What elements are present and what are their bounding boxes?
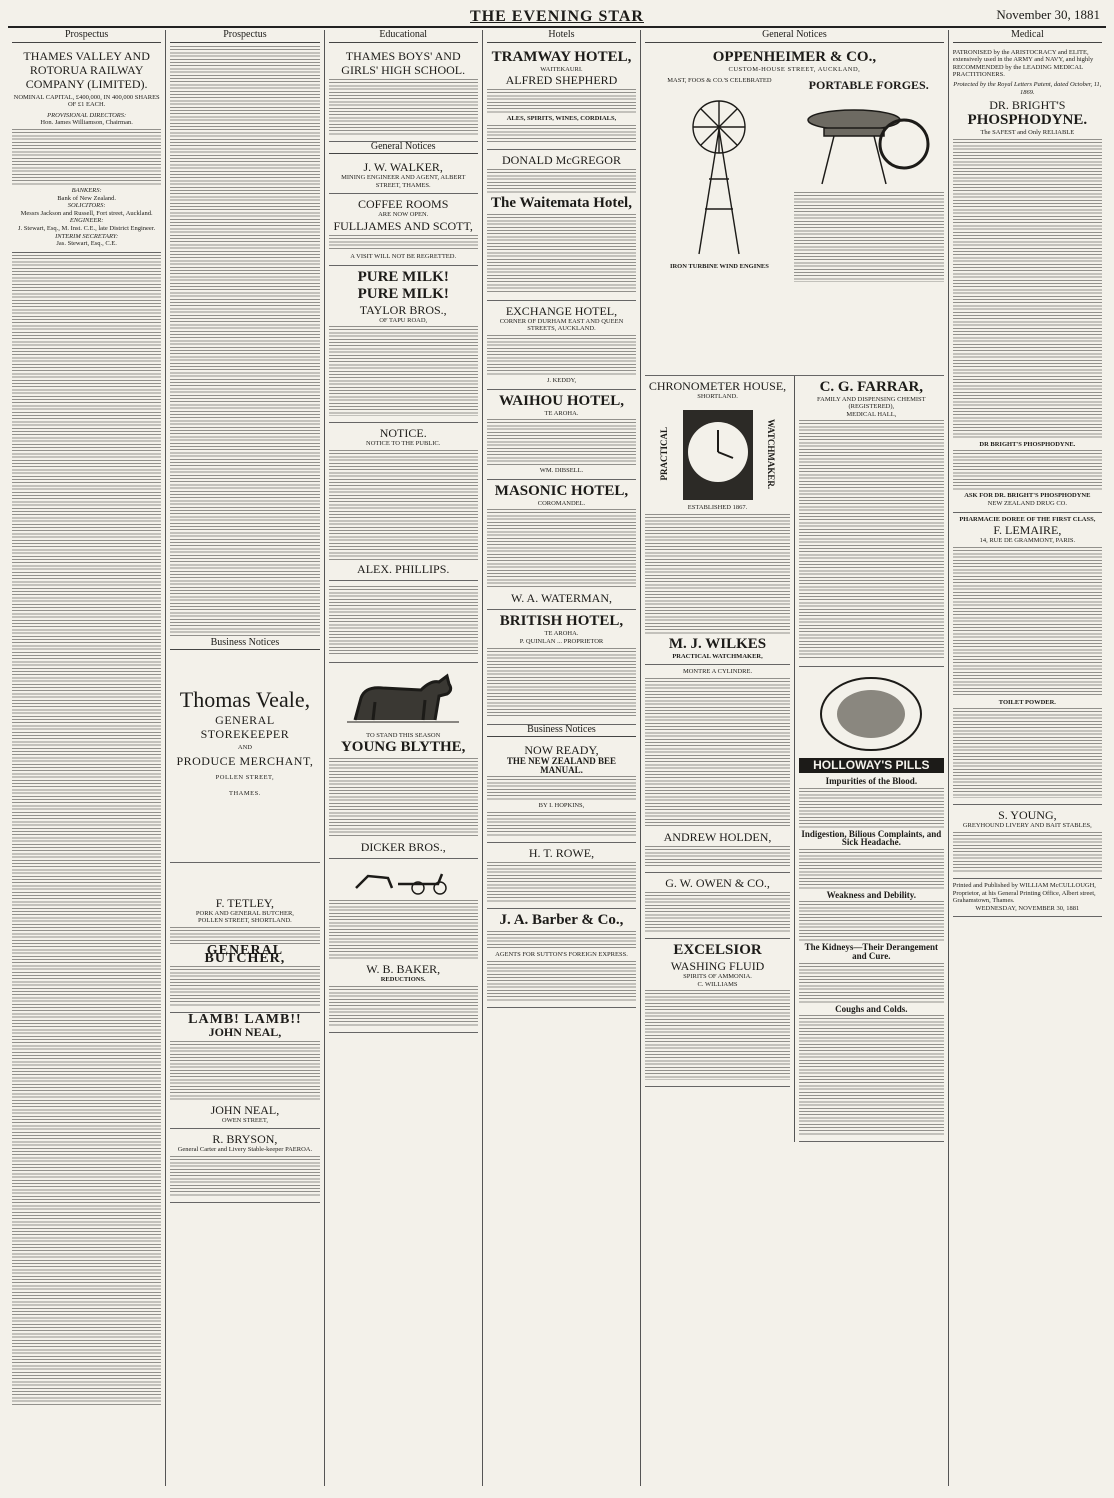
masonic-hotel: MASONIC HOTEL,: [494, 482, 629, 499]
section-header: Educational: [329, 30, 478, 43]
pharmacie-doree: PHARMACIE DOREE OF THE FIRST CLASS,: [959, 515, 1096, 523]
tapu-road: OF TAPU ROAD,: [379, 316, 428, 324]
holden-name: ANDREW HOLDEN,: [663, 829, 772, 844]
column-5-6: [641, 30, 949, 1486]
washing-fluid: WASHING FLUID: [670, 958, 765, 973]
patronised: PATRONISED by the ARISTOCRACY and ELITE, extensively used in the ARMY and NAVY, and highly RECOMMENDED by the LEADING MEDICAL PRACTITIONERS.: [952, 48, 1094, 79]
bankers: Bank of New Zealand.: [57, 194, 117, 202]
suttons: AGENTS FOR SUTTON'S FOREIGN EXPRESS.: [495, 950, 628, 958]
wind-engines: IRON TURBINE WIND ENGINES: [669, 262, 769, 270]
prospectus-body-text: [12, 255, 161, 1405]
section-header: General Notices: [645, 30, 944, 43]
phosphodyne-advert: [953, 46, 1102, 513]
chronometer-house: CHRONOMETER HOUSE,: [648, 378, 787, 393]
reductions: REDUCTIONS.: [380, 976, 426, 984]
section-header: Business Notices: [170, 638, 319, 651]
secretary: Jas. Stewart, Esq., C.E.: [56, 240, 117, 248]
bright-name: DR. BRIGHT'S: [989, 98, 1066, 113]
bryson-advert: [170, 1129, 319, 1203]
practical-label: PRACTICAL: [658, 427, 669, 481]
dicker-bros: DICKER BROS.,: [360, 840, 446, 855]
paris-address: 14, RUE DE GRAMMONT, PARIS.: [979, 537, 1076, 545]
holloway-banner: HOLLOWAY'S PILLS: [799, 758, 944, 773]
walker-advert: [329, 157, 478, 194]
tetley-addr: POLLEN STREET, SHORTLAND.: [198, 917, 292, 925]
veale-addr: POLLEN STREET,: [215, 774, 275, 782]
lemaire-name: F. LEMAIRE,: [993, 523, 1062, 538]
railway-prospectus: [12, 46, 161, 253]
milk-heading: PURE MILK!: [357, 268, 449, 285]
veale-name: Thomas Veale,: [179, 687, 311, 713]
horse-illustration: [343, 670, 463, 728]
safest: The SAFEST and Only RELIABLE: [980, 129, 1075, 137]
masonic-advert: [487, 480, 636, 611]
watchmaker-label: WATCHMAKER.: [766, 419, 777, 490]
column-2: [166, 30, 324, 1486]
neal-advert: [170, 1013, 319, 1129]
stand-season: TO STAND THIS SEASON: [366, 731, 441, 739]
section-header: Prospectus: [12, 30, 161, 43]
rowe-name: H. T. ROWE,: [528, 845, 595, 860]
tramway-hotel: TRAMWAY HOTEL,: [491, 48, 632, 65]
shepherd: ALFRED SHEPHERD: [505, 73, 618, 88]
excelsior: EXCELSIOR: [673, 941, 762, 958]
nz-drug-co: NEW ZEALAND DRUG CO.: [987, 499, 1067, 507]
tetley-advert: [170, 863, 319, 1013]
newspaper-title: THE EVENING STAR: [470, 8, 644, 25]
lamb-heading: LAMB! LAMB!!: [188, 1011, 302, 1027]
holloway-seal-illustration: [816, 674, 926, 754]
lemaire-advert: [953, 513, 1102, 806]
coughs: Coughs and Colds.: [835, 1003, 908, 1014]
chronometer-shortland: SHORTLAND.: [697, 392, 738, 400]
owen-co: G. W. OWEN & CO.,: [665, 875, 770, 890]
windmill-illustration: [669, 89, 769, 259]
walker-name: J. W. WALKER,: [363, 160, 443, 175]
tetley-sub: PORK AND GENERAL BUTCHER,: [195, 909, 294, 917]
walker-sub: MINING ENGINEER AND AGENT, ALBERT STREET, THAMES.: [341, 174, 466, 189]
barber-advert: [487, 909, 636, 1008]
british-advert: [487, 610, 636, 724]
owen-street: OWEN STREET,: [221, 1116, 268, 1124]
veale-sub2: PRODUCE MERCHANT,: [176, 754, 314, 769]
school-name: THAMES BOYS' AND GIRLS' HIGH SCHOOL.: [341, 48, 466, 77]
section-header: Medical: [953, 30, 1102, 43]
buggy-illustration: [348, 866, 458, 896]
clock-illustration: [673, 404, 763, 504]
oppenheimer-name: OPPENHEIMER & CO.,: [712, 48, 877, 65]
section-header: Prospectus: [170, 30, 319, 43]
fulljames: FULLJAMES AND SCOTT,: [333, 218, 473, 233]
neal-name-footer: JOHN NEAL,: [210, 1102, 280, 1117]
notice-heading: NOTICE.: [379, 426, 427, 441]
solicitors: Messrs Jackson and Russell, Fort street, Auckland.: [20, 209, 153, 217]
column-5: [645, 376, 795, 1143]
forge-illustration: [794, 98, 944, 188]
veale-sub: GENERAL STOREKEEPER: [200, 712, 290, 741]
section-header: Business Notices: [487, 725, 636, 738]
tetley-name: F. TETLEY,: [215, 895, 275, 910]
tramway-advert: [487, 46, 636, 150]
ammonia: SPIRITS OF AMMONIA.: [683, 972, 752, 980]
hopkins: BY I. HOPKINS,: [538, 802, 585, 810]
keddy: J. KEDDY,: [546, 376, 577, 384]
secretary-label: INTERIM SECRETARY:: [55, 232, 119, 240]
exchange-hotel: EXCHANGE HOTEL,: [505, 303, 618, 318]
chairman: Hon. James Williamson, Chairman.: [40, 119, 133, 127]
owen-co-advert: [645, 873, 790, 939]
bee-manual: THE NEW ZEALAND BEE MANUAL.: [506, 756, 617, 775]
coffee-advert: [329, 194, 478, 265]
section-header: General Notices: [329, 142, 478, 155]
column-4: [483, 30, 641, 1486]
farrar-sub: FAMILY AND DISPENSING CHEMIST (REGISTERED),: [817, 395, 926, 411]
medical-hall: MEDICAL HALL,: [846, 410, 897, 418]
greyhound: GREYHOUND LIVERY AND BAIT STABLES,: [962, 822, 1092, 830]
mast-foos: MAST, FOOS & CO.'S CELEBRATED: [667, 77, 772, 85]
waihou-hotel: WAIHOU HOTEL,: [498, 392, 624, 409]
waterman: W. A. WATERMAN,: [510, 591, 612, 606]
mcgregor: DONALD McGREGOR: [501, 152, 621, 167]
chronometer-advert: [645, 376, 790, 666]
ask-for: ASK FOR DR. BRIGHT'S PHOSPHODYNE: [964, 492, 1091, 500]
milk-heading-2: PURE MILK!: [357, 285, 449, 302]
coromandel: COROMANDEL.: [537, 499, 586, 507]
impurities: Impurities of the Blood.: [825, 775, 918, 786]
farrar-advert: [799, 376, 944, 668]
holloway-advert: [799, 667, 944, 1142]
phos-bold: DR BRIGHT'S PHOSPHODYNE.: [979, 440, 1076, 448]
wilkes-name: M. J. WILKES: [668, 635, 767, 652]
stallion-advert: [329, 663, 478, 860]
exchange-advert: [487, 301, 636, 390]
printed-by: Printed and Published by WILLIAM McCULLOUGH, Proprietor, at his General Printing Office, Albert street, Grahamstown, Thames.: [952, 881, 1096, 905]
column-3: [325, 30, 483, 1486]
established: ESTABLISHED 1867.: [687, 504, 748, 512]
protected: Protected by the Royal Letters Patent, dated October, 11, 1869.: [953, 80, 1102, 96]
taylor-bros: TAYLOR BROS.,: [359, 302, 447, 317]
column-6: [795, 376, 944, 1143]
engineer: J. Stewart, Esq., M. Inst. C.E., late District Engineer.: [18, 224, 156, 232]
british-aroha: TE AROHA.: [544, 630, 579, 638]
notice-advert: [329, 423, 478, 581]
column-1: [8, 30, 166, 1486]
bryson-name: R. BRYSON,: [212, 1132, 278, 1147]
blythe-name: YOUNG BLYTHE,: [340, 739, 466, 756]
waihou-advert: [487, 390, 636, 480]
general-butcher: GENERAL BUTCHER,: [204, 942, 286, 967]
director-list: [12, 129, 161, 185]
prospectus-heading: THAMES VALLEY AND ROTORUA RAILWAY COMPANY (LIMITED).: [23, 48, 150, 91]
rowe-advert: [487, 843, 636, 909]
bankers-label: BANKERS:: [71, 186, 102, 194]
excelsior-advert: [645, 939, 790, 1087]
masthead: [8, 6, 1106, 28]
toilet-powder: TOILET POWDER.: [998, 698, 1056, 706]
solicitors-label: SOLICITORS:: [67, 202, 106, 210]
prospectus-body-text: [170, 46, 319, 636]
columns: [8, 30, 1106, 1486]
te-aroha: TE AROHA.: [544, 409, 579, 417]
school-advert: [329, 46, 478, 142]
column-7: [949, 30, 1106, 1486]
veale-town: THAMES.: [228, 789, 261, 797]
farrar-name: C. G. FARRAR,: [819, 378, 924, 395]
section-header: Hotels: [487, 30, 636, 43]
regret: A VISIT WILL NOT BE REGRETTED.: [350, 252, 457, 260]
milk-advert: [329, 266, 478, 424]
now-ready: NOW READY,: [524, 743, 599, 758]
bee-manual-advert: [487, 740, 636, 843]
notice-public: NOTICE TO THE PUBLIC.: [366, 440, 441, 448]
coffee-rooms: COFFEE ROOMS: [358, 197, 449, 212]
kidneys: The Kidneys—Their Derangement and Cure.: [804, 942, 938, 961]
dibsell: WM. DIBSELL.: [539, 467, 584, 475]
indigestion: Indigestion, Bilious Complaints, and Sick Headache.: [801, 828, 942, 848]
issue-date: November 30, 1881: [996, 7, 1100, 22]
montre-advert: [645, 665, 790, 873]
veale-advert: Thomas Veale, GENERAL STOREKEEPER AND PRODUCE MERCHANT, POLLEN STREET, THAMES.: [170, 653, 319, 862]
wilkes-sub: PRACTICAL WATCHMAKER,: [672, 652, 763, 660]
portable-forges: PORTABLE FORGES.: [808, 78, 929, 93]
young-advert: [953, 805, 1102, 879]
engineer-label: ENGINEER:: [69, 217, 104, 225]
young-name: S. YOUNG,: [998, 808, 1057, 823]
wednesday-date: WEDNESDAY, NOVEMBER 30, 1881: [975, 904, 1080, 912]
waitemata-advert: [487, 150, 636, 301]
williams: C. WILLIAMS: [697, 980, 738, 988]
montre: MONTRE A CYLINDRE.: [682, 668, 753, 676]
waitekauri: WAITEKAURI.: [540, 65, 583, 73]
baker-name: W. B. BAKER,: [366, 962, 441, 977]
capital: NOMINAL CAPITAL, £400,000, IN 400,000 SHARES OF £1 EACH.: [13, 93, 160, 109]
imprint: [953, 879, 1102, 917]
british-hotel: BRITISH HOTEL,: [499, 613, 624, 630]
phosphodyne: PHOSPHODYNE.: [967, 112, 1088, 129]
neal-name: JOHN NEAL,: [208, 1024, 282, 1039]
kohl-advert: [329, 581, 478, 663]
oppenheimer-advert: [645, 46, 944, 376]
quinlan: P. QUINLAN ... PROPRIETOR: [519, 637, 604, 645]
ales-spirits: ALES, SPIRITS, WINES, CORDIALS,: [506, 115, 617, 123]
weakness: Weakness and Debility.: [826, 889, 916, 900]
waitemata-hotel: The Waitemata Hotel,: [491, 194, 632, 211]
directors-label: PROVISIONAL DIRECTORS:: [47, 111, 127, 119]
exchange-sub: CORNER OF DURHAM EAST AND QUEEN STREETS, AUCKLAND.: [499, 317, 624, 333]
coffee-open: ARE NOW OPEN.: [378, 211, 429, 219]
bryson-sub: General Carter and Livery Stable-keeper PAEROA.: [177, 1146, 313, 1154]
customhouse-street: CUSTOM-HOUSE STREET, AUCKLAND,: [728, 65, 861, 73]
barber-name: J. A. Barber & Co.,: [499, 911, 624, 928]
phillips: ALEX. PHILLIPS.: [357, 561, 450, 576]
saddle-advert: [329, 859, 478, 1033]
